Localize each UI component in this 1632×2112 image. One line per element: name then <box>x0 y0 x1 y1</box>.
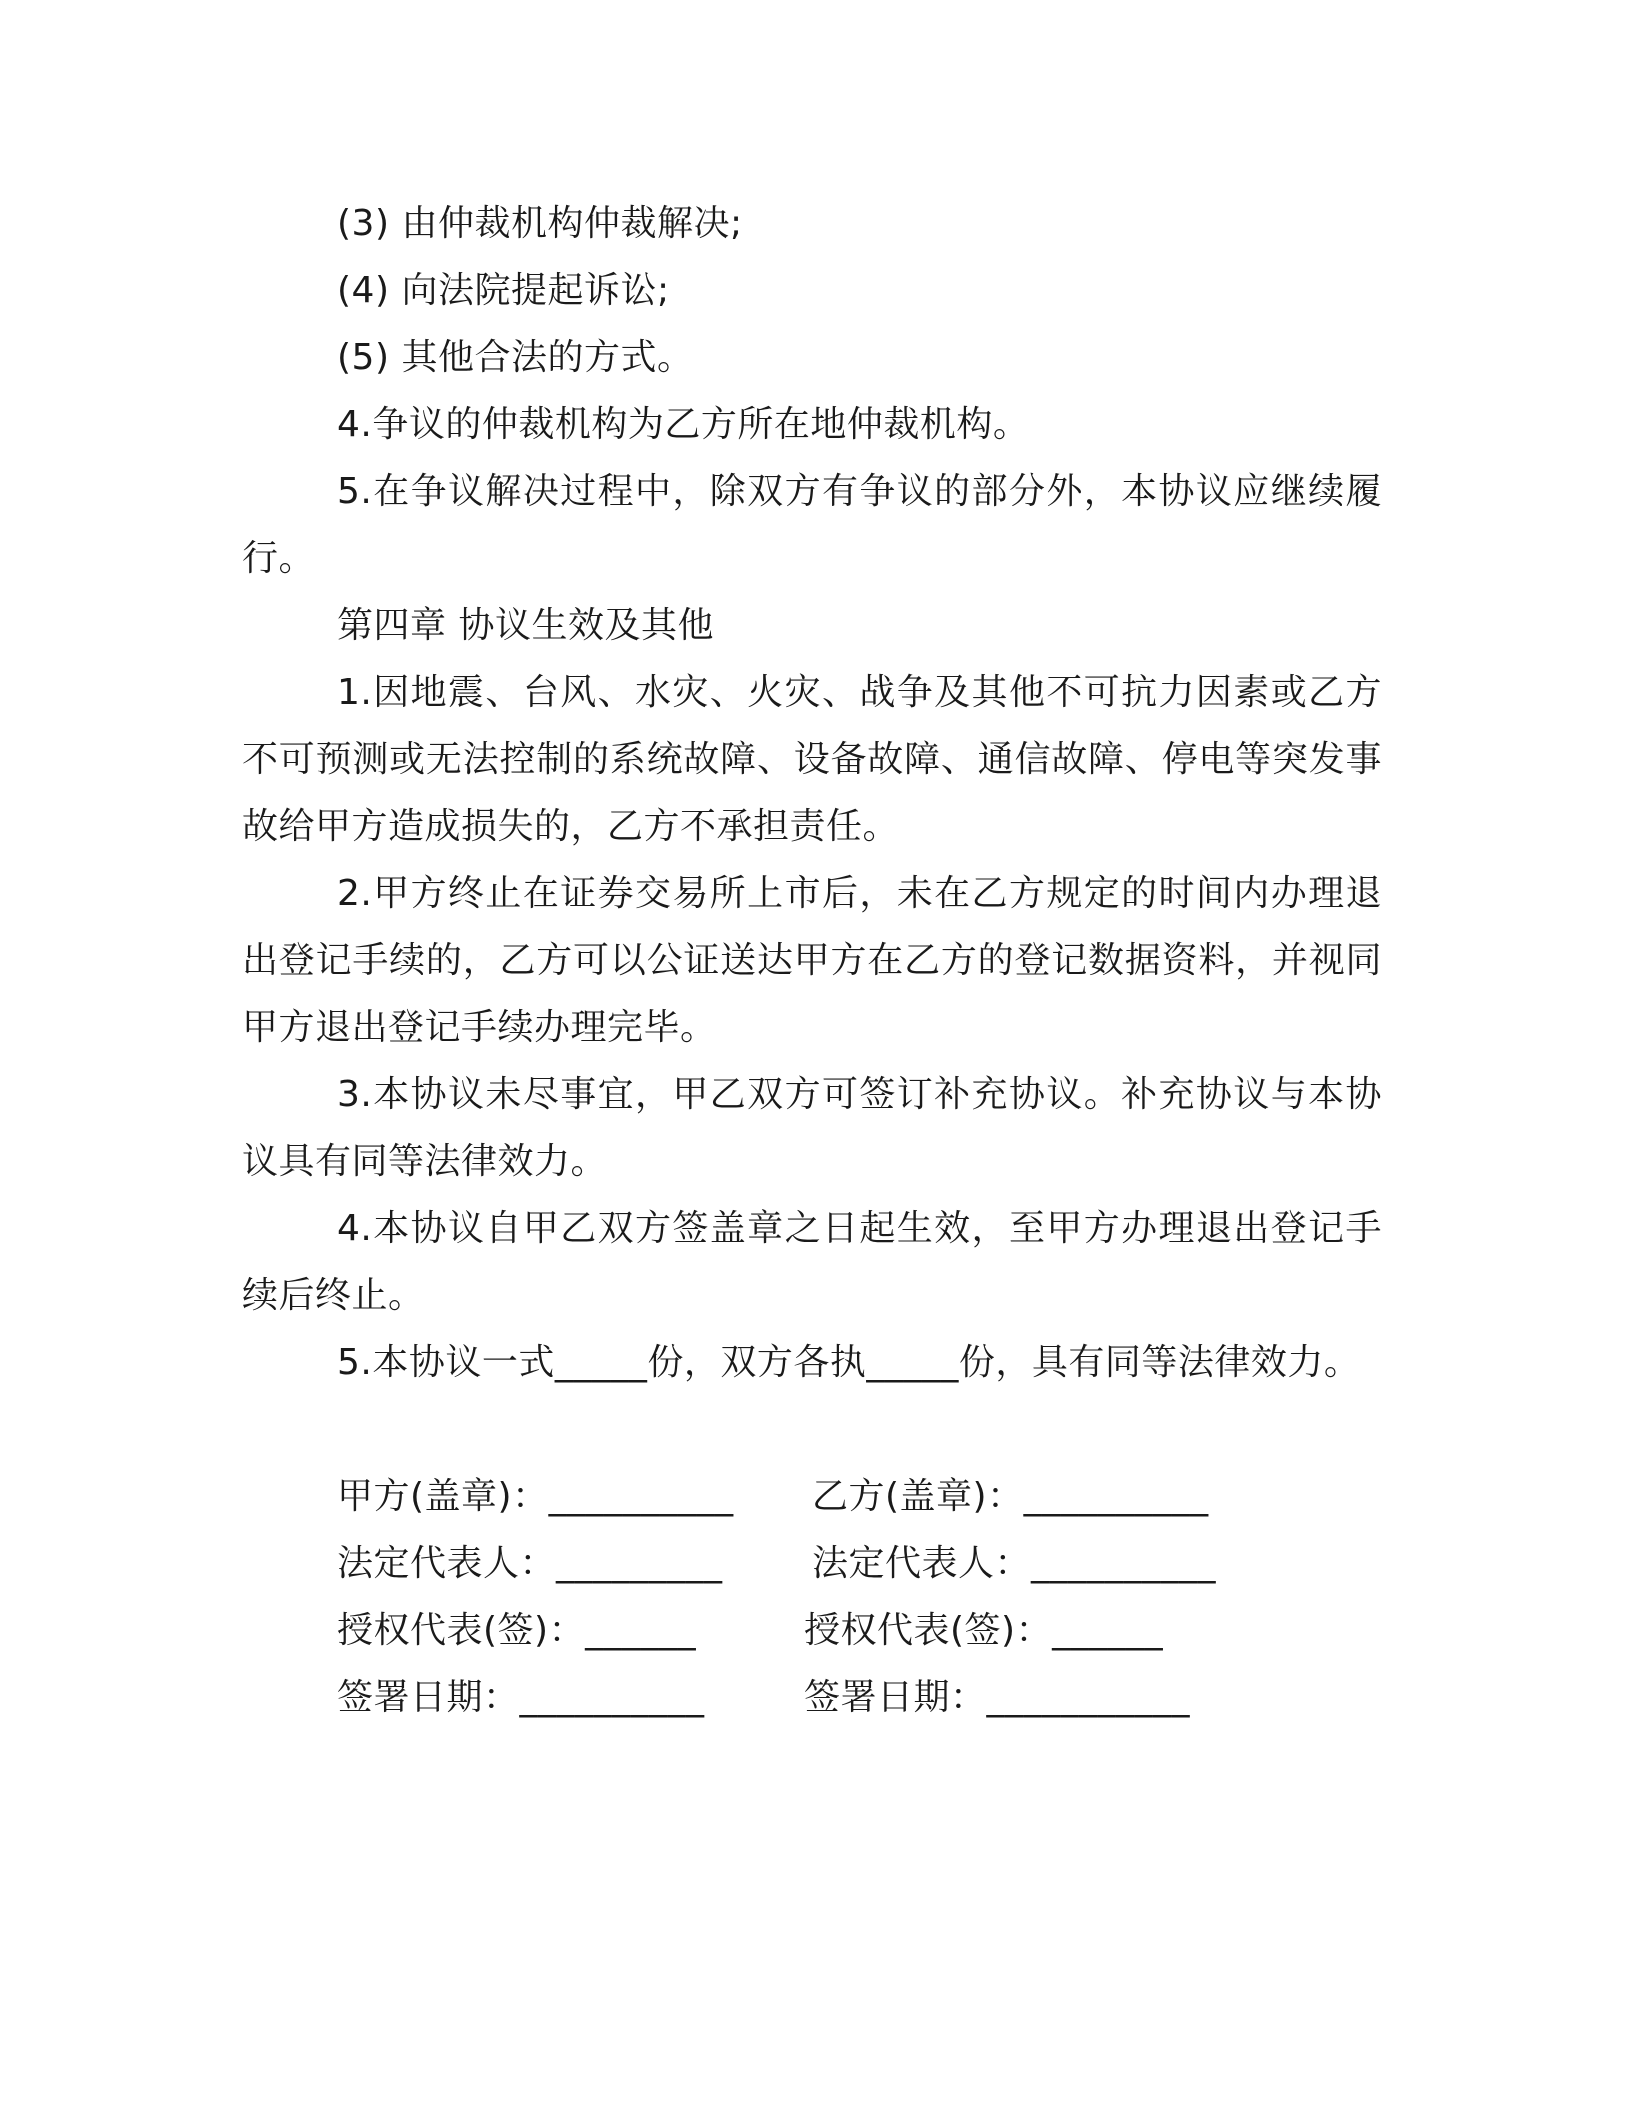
party-b-sign-date: 签署日期：___________ <box>804 1677 1191 1718</box>
clause-continue-performance: 5.在争议解决过程中，除双方有争议的部分外，本协议应继续履行。 <box>242 471 1382 579</box>
clause-copies: 5.本协议一式_____份，双方各执_____份，具有同等法律效力。 <box>337 1342 1361 1383</box>
party-b-seal: 乙方(盖章)：__________ <box>812 1476 1209 1517</box>
signature-row-legal-rep <box>242 1530 1382 1597</box>
list-item-3: (3) 由仲裁机构仲裁解决; <box>337 203 743 244</box>
chapter-title: 第四章 协议生效及其他 <box>337 605 714 646</box>
clause-arbitration-body: 4.争议的仲裁机构为乙方所在地仲裁机构。 <box>337 404 1030 445</box>
party-a-sign-date: 签署日期：__________ <box>337 1677 705 1718</box>
clause-delisting: 2.甲方终止在证券交易所上市后，未在乙方规定的时间内办理退出登记手续的，乙方可以公证送达甲方在乙方的登记数据资料，并视同甲方退出登记手续办理完毕。 <box>242 873 1382 1048</box>
party-a-authorized-rep: 授权代表(签)：______ <box>337 1610 697 1651</box>
party-b-legal-rep: 法定代表人：__________ <box>812 1543 1217 1584</box>
clause-supplementary: 3.本协议未尽事宜，甲乙双方可签订补充协议。补充协议与本协议具有同等法律效力。 <box>242 1074 1382 1182</box>
spacer <box>242 1396 1382 1463</box>
list-item-5: (5) 其他合法的方式。 <box>337 337 694 378</box>
clause-effective: 4.本协议自甲乙双方签盖章之日起生效，至甲方办理退出登记手续后终止。 <box>242 1208 1382 1316</box>
party-a-legal-rep: 法定代表人：_________ <box>337 1543 723 1584</box>
list-item-4: (4) 向法院提起诉讼; <box>337 270 670 311</box>
signature-row-seal <box>242 1463 1382 1530</box>
signature-row-authorized <box>242 1597 1382 1664</box>
document-body <box>242 190 1382 1731</box>
clause-force-majeure: 1.因地震、台风、水灾、火灾、战争及其他不可抗力因素或乙方不可预测或无法控制的系统故障、设备故障、通信故障、停电等突发事故给甲方造成损失的，乙方不承担责任。 <box>242 672 1382 847</box>
party-b-authorized-rep: 授权代表(签)：______ <box>804 1610 1164 1651</box>
signature-row-date <box>242 1664 1382 1731</box>
party-a-seal: 甲方(盖章)：__________ <box>337 1476 734 1517</box>
